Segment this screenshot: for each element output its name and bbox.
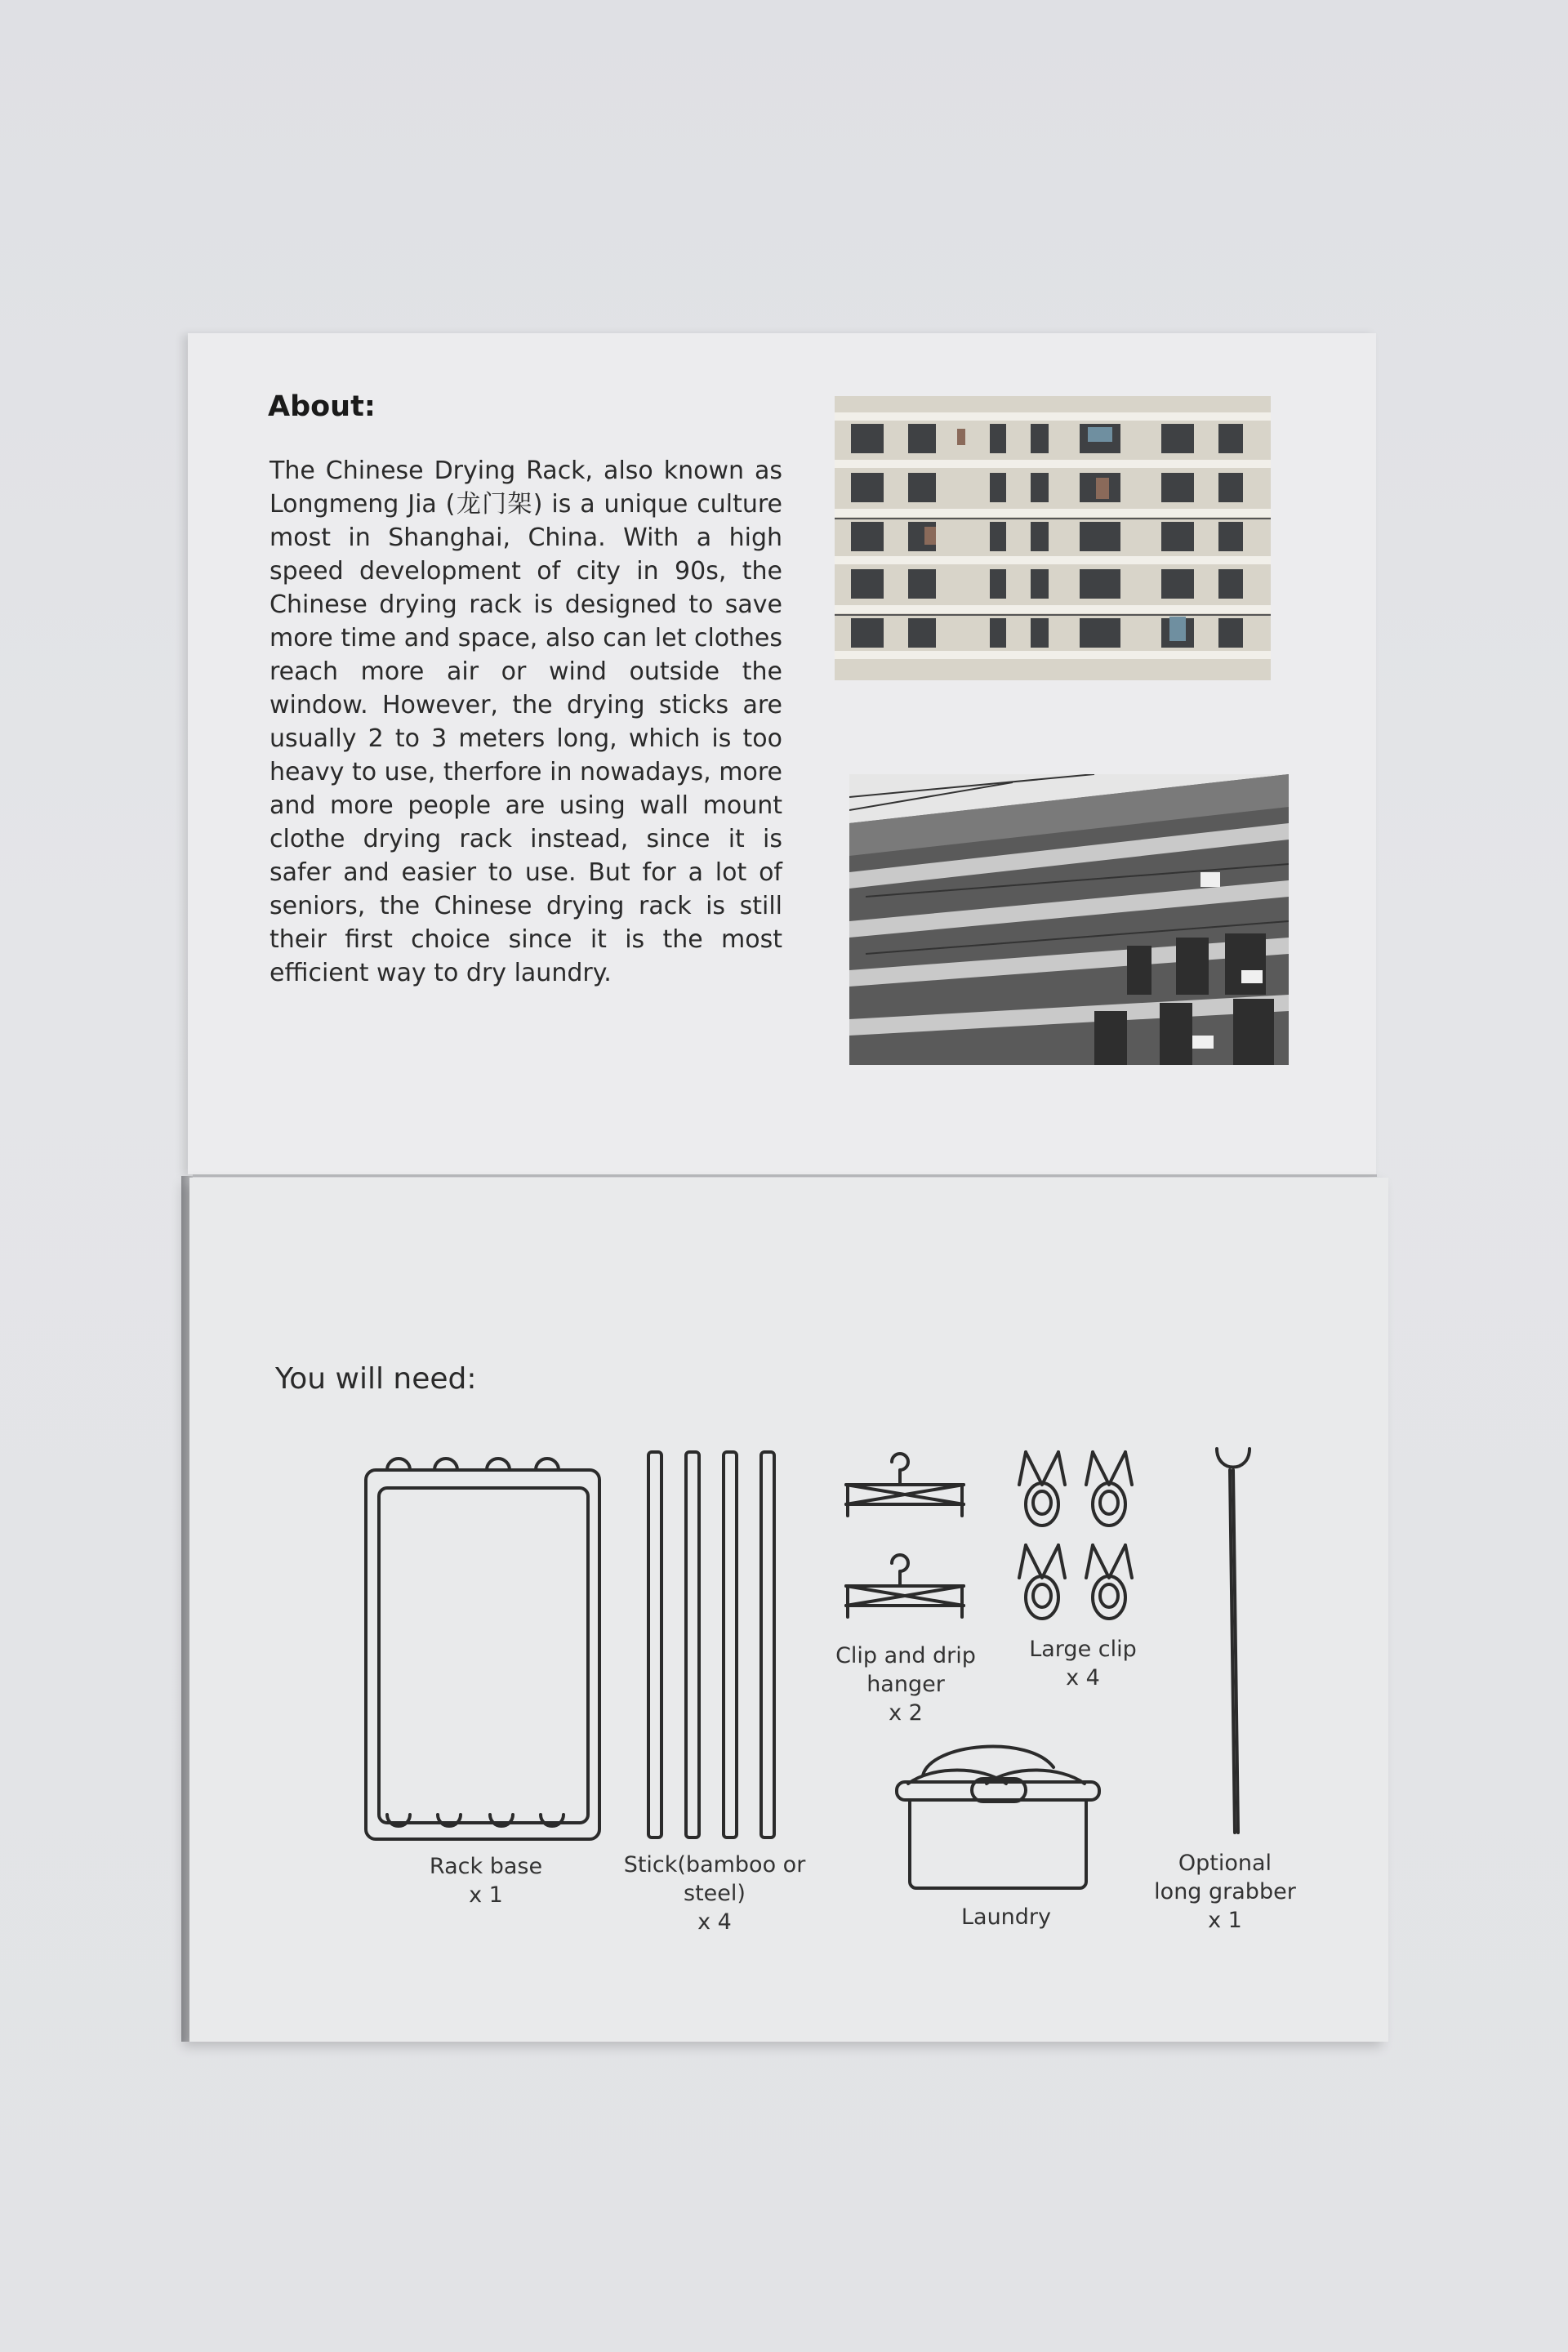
about-paragraph: The Chinese Drying Rack, also known as Longmeng Jia (龙门架) is a unique culture most in Shanghai, China. With a high speed development of city in 90s, the Chinese drying rack is designed to save more time and space, also can let clothes reach more air or wind outside the window. However, the drying sticks are usually 2 to 3 meters long, which is too heavy to use, therfore in nowadays, more and more people are using wall mount clothe drying rack instead, since it is safer and easier to use. But for a lot of seniors, the Chinese drying rack is still their first choice since it is the most efficient way to dry laundry. xyxy=(270,457,782,987)
stick-icon xyxy=(648,1452,774,1838)
about-heading: About: xyxy=(268,390,376,423)
laundry-basket-icon xyxy=(897,1747,1099,1888)
you-will-need-heading: You will need: xyxy=(275,1362,477,1396)
label-clip-drip-hanger: Clip and drip hanger x 2 xyxy=(835,1643,976,1726)
label-large-clip: Large clip x 4 xyxy=(1029,1637,1137,1690)
rack-base-icon xyxy=(366,1459,599,1839)
label-laundry: Laundry xyxy=(960,1904,1052,1930)
clip-drip-hanger-icon xyxy=(846,1454,964,1617)
label-rack-base: Rack base x 1 xyxy=(429,1854,543,1908)
label-long-grabber: Optional long grabber x 1 xyxy=(1154,1851,1296,1933)
label-stick: Stick(bamboo or steel) x 4 xyxy=(623,1852,806,1935)
long-grabber-icon xyxy=(1217,1449,1250,1833)
large-clip-icon xyxy=(1019,1452,1132,1619)
